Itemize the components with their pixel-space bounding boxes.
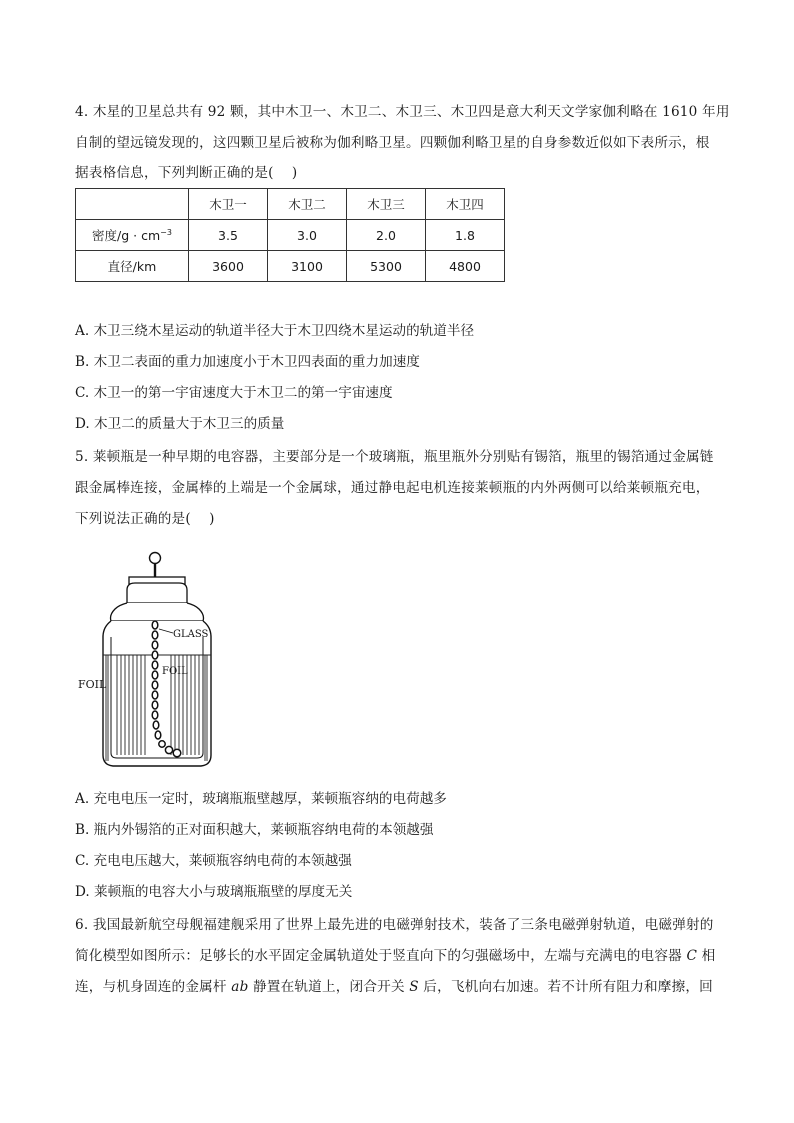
table-header-row bbox=[76, 189, 505, 220]
q4-option-b[interactable]: B. 木卫二表面的重力加速度小于木卫四表面的重力加速度 bbox=[75, 354, 420, 370]
outer-foil-label: FOIL bbox=[78, 678, 107, 691]
table-header-cell: 木卫一 bbox=[189, 189, 268, 220]
density-label-text: 密度/g · cm bbox=[92, 228, 161, 243]
diameter-label: 直径/km bbox=[76, 251, 189, 282]
jar-lid bbox=[127, 583, 187, 603]
q5-option-c[interactable]: C. 充电电压越大，莱顿瓶容纳电荷的本领越强 bbox=[75, 853, 352, 869]
q6-stem-line-2 bbox=[75, 946, 715, 966]
inner-foil-label: FOIL bbox=[162, 666, 188, 677]
table-header-cell: 木卫二 bbox=[268, 189, 347, 220]
q6-line2-text-a: 简化模型如图所示：足够长的水平固定金属轨道处于竖直向下的匀强磁场中，左端与充满电的电容器 bbox=[75, 948, 687, 964]
q4-option-d[interactable]: D. 木卫二的质量大于木卫三的质量 bbox=[75, 416, 285, 432]
leyden-jar-figure bbox=[75, 545, 220, 775]
q4-stem-line-3: 据表格信息，下列判断正确的是( ) bbox=[75, 165, 298, 181]
density-label bbox=[76, 220, 189, 251]
q4-stem-line-1: 4. 木星的卫星总共有 92 颗，其中木卫一、木卫二、木卫三、木卫四是意大利天文学家伽利略在 1610 年用 bbox=[75, 104, 730, 120]
satellite-table bbox=[75, 188, 505, 282]
q5-stem-line-1: 5. 莱顿瓶是一种早期的电容器，主要部分是一个玻璃瓶，瓶里瓶外分别贴有锡箔，瓶里的锡箔通过金属链 bbox=[75, 449, 714, 465]
rod-symbol: ab bbox=[231, 979, 249, 995]
table-cell: 4800 bbox=[426, 251, 505, 282]
table-cell: 1.8 bbox=[426, 220, 505, 251]
q4-option-a[interactable]: A. 木卫三绕木星运动的轨道半径大于木卫四绕木星运动的轨道半径 bbox=[75, 323, 475, 339]
q4-option-c[interactable]: C. 木卫一的第一宇宙速度大于木卫二的第一宇宙速度 bbox=[75, 385, 393, 401]
table-cell: 2.0 bbox=[347, 220, 426, 251]
table-row bbox=[76, 251, 505, 282]
q5-stem-line-2: 跟金属棒连接，金属棒的上端是一个金属球，通过静电起电机连接莱顿瓶的内外两侧可以给莱顿瓶充电， bbox=[75, 480, 710, 496]
q4-stem-line-2: 自制的望远镜发现的，这四颗卫星后被称为伽利略卫星。四颗伽利略卫星的自身参数近似如下表所示，根 bbox=[75, 135, 710, 151]
q5-stem-line-3: 下列说法正确的是( ) bbox=[75, 511, 215, 527]
density-unit-exponent: −3 bbox=[160, 227, 172, 237]
q6-line3-text-a: 连，与机身固连的金属杆 bbox=[75, 979, 232, 995]
table-cell: 5300 bbox=[347, 251, 426, 282]
q5-option-a[interactable]: A. 充电电压一定时，玻璃瓶瓶壁越厚，莱顿瓶容纳的电荷越多 bbox=[75, 791, 447, 807]
switch-symbol: S bbox=[409, 979, 419, 995]
q5-option-b[interactable]: B. 瓶内外锡箔的正对面积越大，莱顿瓶容纳电荷的本领越强 bbox=[75, 822, 434, 838]
q6-stem-line-3 bbox=[75, 977, 713, 997]
table-header-cell: 木卫四 bbox=[426, 189, 505, 220]
q6-line2-text-b: 相 bbox=[697, 948, 716, 964]
q5-option-d[interactable]: D. 莱顿瓶的电容大小与玻璃瓶瓶壁的厚度无关 bbox=[75, 884, 353, 900]
table-header-cell: 木卫三 bbox=[347, 189, 426, 220]
table-cell: 3.5 bbox=[189, 220, 268, 251]
table-header-cell bbox=[76, 189, 189, 220]
q6-stem-line-1: 6. 我国最新航空母舰福建舰采用了世界上最先进的电磁弹射技术，装备了三条电磁弹射轨道，电磁弹射的 bbox=[75, 917, 714, 933]
q6-line3-text-c: 后，飞机向右加速。若不计所有阻力和摩擦，回 bbox=[418, 979, 713, 995]
table-cell: 3.0 bbox=[268, 220, 347, 251]
glass-label: GLASS bbox=[173, 629, 209, 640]
metal-ball bbox=[150, 553, 161, 564]
table-row bbox=[76, 220, 505, 251]
table-cell: 3100 bbox=[268, 251, 347, 282]
capacitor-symbol: C bbox=[686, 948, 698, 964]
table-cell: 3600 bbox=[189, 251, 268, 282]
q6-line3-text-b: 静置在轨道上，闭合开关 bbox=[248, 979, 410, 995]
jar-shoulder bbox=[111, 603, 204, 621]
